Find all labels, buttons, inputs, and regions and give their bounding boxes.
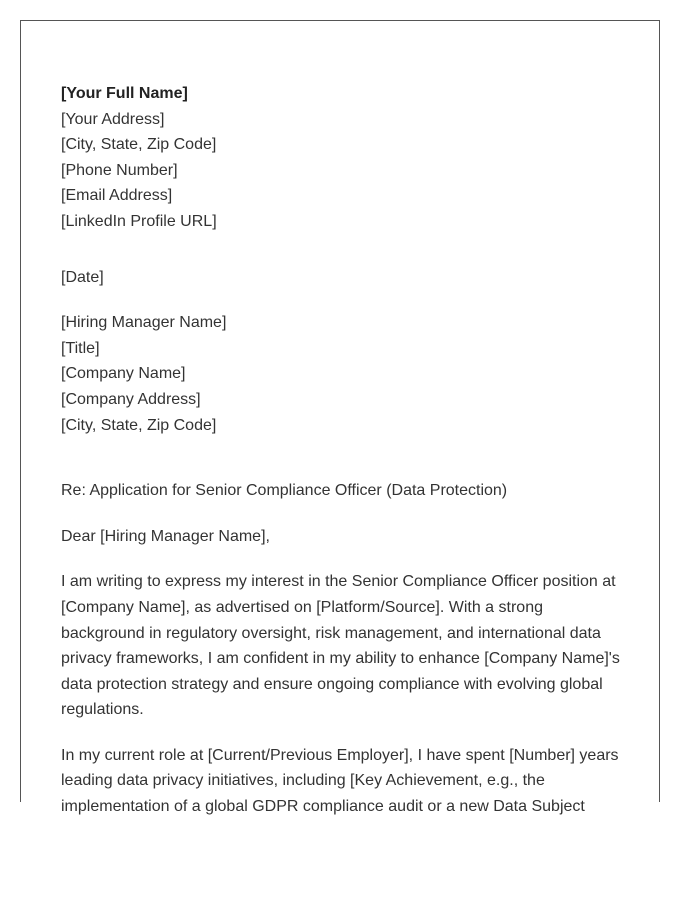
subject-line: Re: Application for Senior Compliance Officer (Data Protection) bbox=[61, 482, 508, 500]
recipient-city-state-zip: [City, State, Zip Code] bbox=[61, 416, 217, 434]
sender-name: [Your Full Name] bbox=[61, 85, 188, 102]
sender-email: [Email Address] bbox=[61, 187, 173, 205]
letter-content bbox=[61, 81, 626, 820]
recipient-block bbox=[61, 310, 626, 438]
recipient-company: [Company Name] bbox=[61, 365, 186, 383]
letter-page bbox=[20, 20, 660, 816]
sender-phone: [Phone Number] bbox=[61, 161, 178, 179]
sender-linkedin: [LinkedIn Profile URL] bbox=[61, 212, 217, 230]
recipient-name: [Hiring Manager Name] bbox=[61, 314, 227, 332]
date-block bbox=[61, 265, 626, 291]
sender-city-state-zip: [City, State, Zip Code] bbox=[61, 136, 217, 154]
body-paragraph: I am writing to express my interest in the Senior Compliance Officer position at [Company Name], as advertised on [Platform/Source]. With a strong background in regulatory oversight, risk management, and international data privacy frameworks, I am confident in my ability to enhance [Company Name]'s data protection strategy and ensure ongoing compliance with evolving global regulations. bbox=[61, 573, 620, 719]
letter-date: [Date] bbox=[61, 268, 104, 286]
sender-address: [Your Address] bbox=[61, 110, 165, 128]
recipient-address: [Company Address] bbox=[61, 390, 201, 408]
sender-block bbox=[61, 81, 626, 235]
recipient-title: [Title] bbox=[61, 339, 100, 357]
salutation: Dear [Hiring Manager Name], bbox=[61, 527, 270, 545]
body-paragraph: In my current role at [Current/Previous Employer], I have spent [Number] years leading data privacy initiatives, including [Key Achievement, e.g., the implementation of a global GDPR compliance audit or a new Data Subject bbox=[61, 746, 619, 816]
